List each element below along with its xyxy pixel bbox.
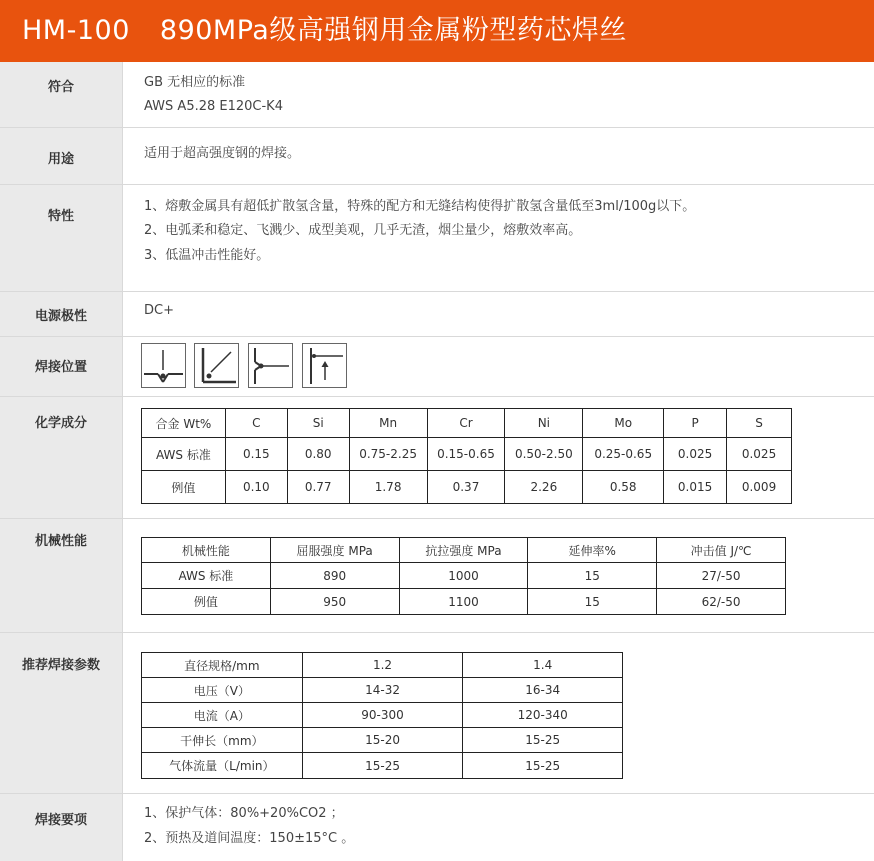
chem-header-cell: Mn (349, 409, 427, 438)
product-name: 890MPa级高强钢用金属粉型药芯焊丝 (159, 15, 627, 46)
table-cell: 15-25 (463, 753, 623, 779)
table-cell: 2.26 (505, 471, 583, 504)
table-row (142, 589, 786, 615)
table-cell: 27/-50 (657, 563, 786, 589)
table-cell: 15 (528, 563, 657, 589)
chemistry-label: 化学成分 (0, 397, 123, 518)
table-cell: 14-32 (302, 678, 463, 703)
feature-item: 2、电弧柔和稳定、飞溅少、成型美观，几乎无渣，烟尘量少，熔敷效率高。 (144, 223, 582, 238)
horizontal-position-icon (248, 343, 293, 388)
table-cell: 15-25 (463, 728, 623, 753)
table-cell: 0.37 (427, 471, 505, 504)
chemistry-header-row (142, 409, 792, 438)
chem-header-cell: S (727, 409, 792, 438)
params-content (124, 633, 874, 793)
table-cell: 16-34 (463, 678, 623, 703)
mech-header-cell: 延伸率% (528, 538, 657, 563)
table-cell: 0.025 (664, 438, 727, 471)
table-row (142, 653, 623, 678)
table-cell: 1.2 (302, 653, 463, 678)
horizontal-fillet-position-icon (194, 343, 239, 388)
standard-content (124, 62, 874, 127)
table-row (142, 563, 786, 589)
table-cell: 电压（V） (142, 678, 303, 703)
flat-position-icon (141, 343, 186, 388)
table-cell: 例值 (142, 589, 271, 615)
table-row (142, 753, 623, 779)
table-cell: 0.10 (225, 471, 287, 504)
table-cell: 15-20 (302, 728, 463, 753)
chem-header-cell: Ni (505, 409, 583, 438)
chem-header-cell: 合金 Wt% (142, 409, 226, 438)
table-cell: 0.15-0.65 (427, 438, 505, 471)
power-label: 电源极性 (0, 292, 123, 336)
table-cell: 0.009 (727, 471, 792, 504)
positions-row (0, 337, 874, 396)
table-cell: 气体流量（L/min） (142, 753, 303, 779)
chemistry-row (0, 397, 874, 518)
table-cell: 0.58 (583, 471, 664, 504)
power-content (124, 292, 874, 336)
table-cell: 0.80 (287, 438, 349, 471)
mechanical-header-row (142, 538, 786, 563)
chem-header-cell: Cr (427, 409, 505, 438)
table-cell: 15 (528, 589, 657, 615)
chem-header-cell: Si (287, 409, 349, 438)
table-cell: 0.025 (727, 438, 792, 471)
table-cell: 0.50-2.50 (505, 438, 583, 471)
table-cell: 0.77 (287, 471, 349, 504)
notes-content (124, 794, 874, 861)
usage-label: 用途 (0, 128, 123, 184)
features-label: 特性 (0, 185, 123, 291)
table-cell: 1.78 (349, 471, 427, 504)
positions-content (124, 337, 874, 396)
vertical-up-position-icon (302, 343, 347, 388)
table-cell: 1100 (399, 589, 528, 615)
chem-header-cell: Mo (583, 409, 664, 438)
table-cell: 1000 (399, 563, 528, 589)
table-cell: 直径规格/mm (142, 653, 303, 678)
table-cell: 0.15 (225, 438, 287, 471)
table-cell: 62/-50 (657, 589, 786, 615)
chem-header-cell: P (664, 409, 727, 438)
params-table (141, 652, 623, 779)
table-row (142, 471, 792, 504)
note-item: 1、保护气体：80%+20%CO2 ； (144, 806, 344, 821)
features-row (0, 185, 874, 291)
feature-item: 3、低温冲击性能好。 (144, 248, 270, 263)
table-row (142, 438, 792, 471)
power-value: DC+ (144, 303, 174, 318)
mechanical-content (124, 519, 874, 632)
usage-row (0, 128, 874, 184)
notes-label: 焊接要项 (0, 794, 123, 861)
standard-gb: GB 无相应的标准 (144, 75, 246, 90)
table-cell: 890 (270, 563, 399, 589)
power-row (0, 292, 874, 336)
table-cell: 1.4 (463, 653, 623, 678)
table-cell: 0.75-2.25 (349, 438, 427, 471)
params-row (0, 633, 874, 793)
feature-item: 1、熔敷金属具有超低扩散氢含量，特殊的配方和无缝结构使得扩散氢含量低至3ml/100g以下。 (144, 199, 696, 214)
page-title (0, 0, 874, 62)
standard-label: 符合 (0, 62, 123, 127)
params-label: 推荐焊接参数 (0, 633, 123, 793)
usage-content (124, 128, 874, 184)
features-content (124, 185, 874, 291)
table-cell: 干伸长（mm） (142, 728, 303, 753)
table-cell: AWS 标准 (142, 438, 226, 471)
table-cell: 0.25-0.65 (583, 438, 664, 471)
table-cell: 90-300 (302, 703, 463, 728)
table-row (142, 703, 623, 728)
table-cell: AWS 标准 (142, 563, 271, 589)
mechanical-row (0, 519, 874, 632)
notes-row (0, 794, 874, 861)
table-cell: 120-340 (463, 703, 623, 728)
table-cell: 电流（A） (142, 703, 303, 728)
chem-header-cell: C (225, 409, 287, 438)
chemistry-table (141, 408, 792, 504)
table-row (142, 678, 623, 703)
mechanical-table (141, 537, 786, 615)
standard-row (0, 62, 874, 127)
positions-label: 焊接位置 (0, 337, 123, 396)
table-cell: 例值 (142, 471, 226, 504)
note-item: 2、预热及道间温度：150±15°C 。 (144, 831, 355, 846)
table-cell: 0.015 (664, 471, 727, 504)
mech-header-cell: 屈服强度 MPa (270, 538, 399, 563)
table-cell: 15-25 (302, 753, 463, 779)
mechanical-label: 机械性能 (0, 519, 123, 632)
table-cell: 950 (270, 589, 399, 615)
mech-header-cell: 机械性能 (142, 538, 271, 563)
mech-header-cell: 抗拉强度 MPa (399, 538, 528, 563)
usage-text: 适用于超高强度钢的焊接。 (144, 146, 301, 161)
standard-aws: AWS A5.28 E120C-K4 (144, 99, 283, 114)
model-code: HM-100 (22, 15, 130, 46)
mech-header-cell: 冲击值 J/℃ (657, 538, 786, 563)
table-row (142, 728, 623, 753)
chemistry-content (124, 397, 874, 518)
